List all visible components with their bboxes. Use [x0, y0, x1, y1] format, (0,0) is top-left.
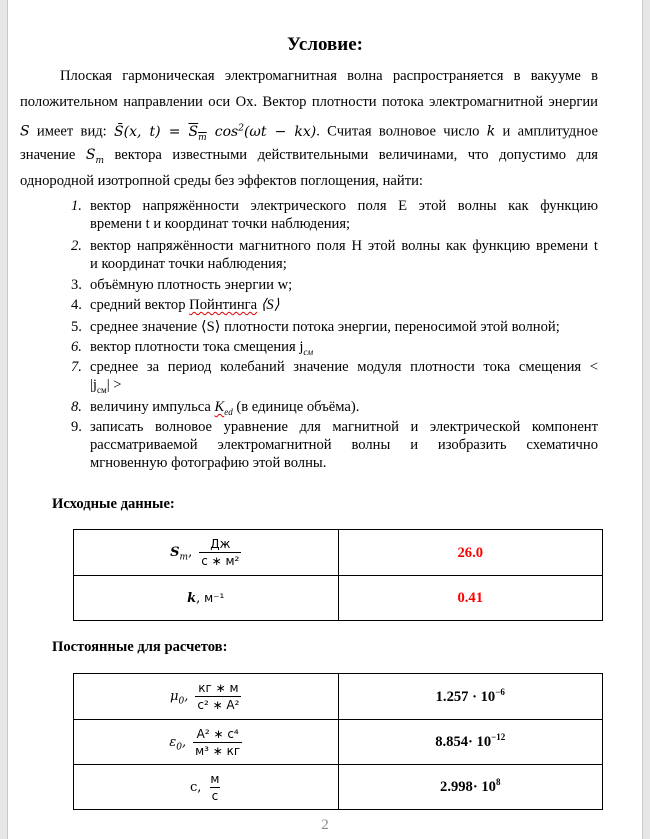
poynting-formula: S̄(x, $t) = S_m$ $\cos^2(\omega t - kx)$: [114, 123, 317, 143]
initial-data-table: [73, 529, 603, 621]
table-row: [74, 720, 603, 765]
constant-label: $\varepsilon_0$, $\frac{\text{А² ∗ с⁴}}{\text{м³ ∗ кг}}$: [74, 720, 339, 765]
table-row: [74, 674, 603, 720]
intro-line-5: однородной изотропной среды без эффектов поглощения, найти:: [20, 173, 423, 189]
constant-label: c, $\frac{м}{с}$: [74, 765, 339, 810]
constant-value: $2.998\cdot 10^8$: [338, 765, 603, 810]
table-row: [74, 576, 603, 621]
initial-data-heading: Исходные данные:: [52, 496, 175, 512]
page-title: Условие:: [287, 34, 363, 55]
table-row: [74, 765, 603, 810]
constant-value: $8.854\cdot 10^{-12}$: [338, 720, 603, 765]
intro-line-4: значение $S_m$ вектора известными действительными величинами, что допустимо для: [20, 147, 598, 166]
table-row: [74, 530, 603, 576]
constant-value: $1.257 \cdot 10^{-6}$: [338, 674, 603, 720]
spellcheck-word: Пойнтинга: [189, 297, 258, 313]
constants-heading: Постоянные для расчетов:: [52, 639, 228, 655]
spellcheck-word: $K_{ed}$: [214, 399, 233, 417]
constant-label: $\mu_0$, $\frac{кг ∗ м}{\text{с² ∗ А²}}$: [74, 674, 339, 720]
intro-line-1: Плоская гармоническая электромагнитная волна распространяется в вакууме в: [60, 68, 598, 84]
intro-line-3: S имеет вид: S̄(x, $t) = S_m$ $\cos^2(\omega t - kx)$. Считая волновое число k и амплитудное: [20, 123, 598, 143]
page-number: 2: [321, 817, 329, 833]
constants-table: [73, 673, 603, 810]
param-label: k, м⁻¹: [74, 576, 339, 621]
param-value: 26.0: [338, 530, 603, 576]
intro-line-2: положительном направлении оси Ox. Вектор плотности потока электромагнитной энергии: [20, 94, 598, 110]
param-value: 0.41: [338, 576, 603, 621]
param-label: $S_m$, $\frac{Дж}{\text{с ∗ м²}}$: [74, 530, 339, 576]
